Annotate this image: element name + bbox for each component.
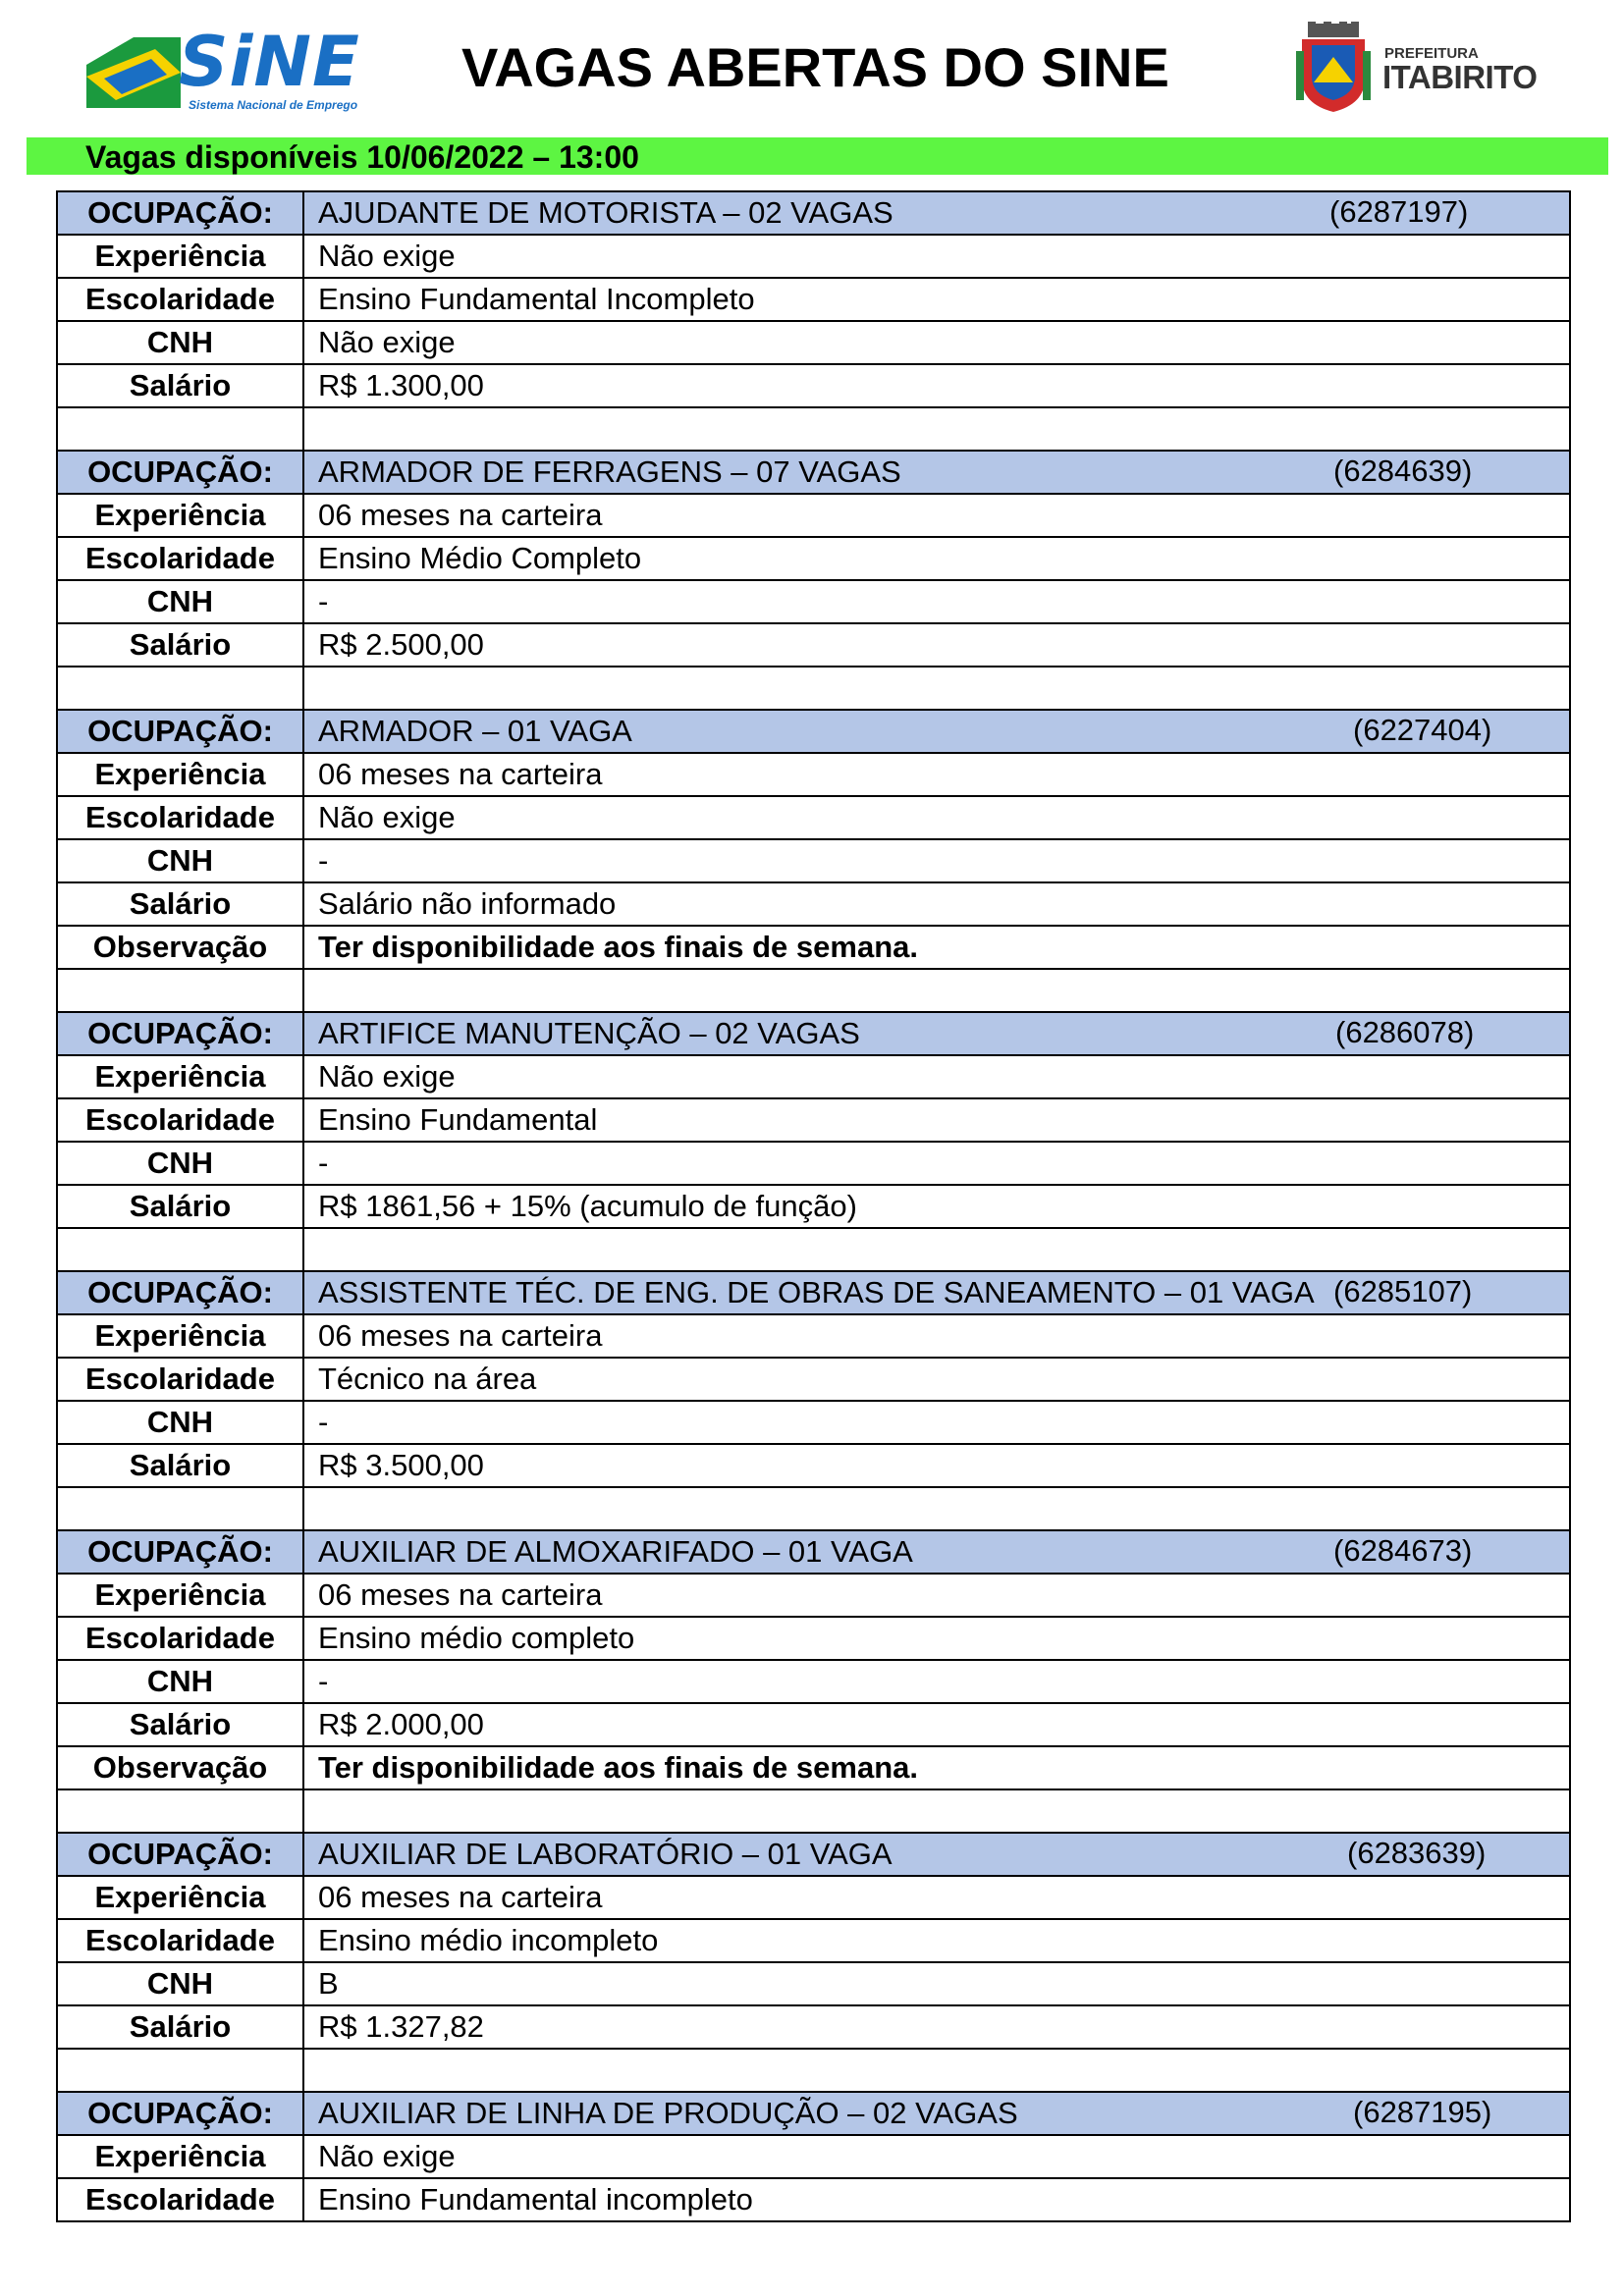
brazil-flag-icon	[86, 37, 181, 108]
detail-value: Não exige	[303, 2135, 1570, 2178]
detail-row	[57, 1919, 1570, 1962]
detail-row	[57, 1876, 1570, 1919]
detail-value: Ensino Médio Completo	[303, 537, 1570, 580]
detail-value: 06 meses na carteira	[303, 1876, 1570, 1919]
detail-value: B	[303, 1962, 1570, 2005]
availability-banner	[27, 137, 1608, 175]
sine-logo	[86, 22, 361, 114]
spacer-row	[57, 969, 1570, 1012]
detail-row	[57, 1703, 1570, 1746]
detail-label: Escolaridade	[57, 1919, 303, 1962]
detail-row	[57, 882, 1570, 926]
sine-subtitle: Sistema Nacional de Emprego	[189, 98, 358, 112]
occupation-title: ARMADOR DE FERRAGENS – 07 VAGAS	[318, 454, 901, 489]
detail-label: Salário	[57, 364, 303, 407]
occupation-label: OCUPAÇÃO:	[57, 1271, 303, 1314]
occupation-value	[303, 2092, 1570, 2135]
detail-row	[57, 1574, 1570, 1617]
detail-value: Ensino médio incompleto	[303, 1919, 1570, 1962]
occupation-value	[303, 710, 1570, 753]
detail-label: Experiência	[57, 235, 303, 278]
detail-row	[57, 1660, 1570, 1703]
detail-value: Não exige	[303, 796, 1570, 839]
detail-label: CNH	[57, 1142, 303, 1185]
detail-label: Salário	[57, 2005, 303, 2049]
occupation-value	[303, 451, 1570, 494]
availability-date: Vagas disponíveis 10/06/2022 – 13:00	[85, 139, 639, 175]
detail-value: -	[303, 839, 1570, 882]
prefeitura-label: PREFEITURA	[1384, 45, 1479, 62]
detail-label: Experiência	[57, 1574, 303, 1617]
occupation-title: AUXILIAR DE ALMOXARIFADO – 01 VAGA	[318, 1534, 913, 1569]
detail-value: 06 meses na carteira	[303, 1314, 1570, 1358]
detail-value: R$ 2.500,00	[303, 623, 1570, 667]
detail-row	[57, 537, 1570, 580]
detail-row	[57, 623, 1570, 667]
detail-value: Ter disponibilidade aos finais de semana.	[303, 926, 1570, 969]
detail-label: Experiência	[57, 1876, 303, 1919]
sine-brand: SiNE	[179, 22, 360, 102]
detail-value: 06 meses na carteira	[303, 1574, 1570, 1617]
occupation-label: OCUPAÇÃO:	[57, 1833, 303, 1876]
job-code: (6287197)	[1329, 194, 1469, 229]
occupation-row	[57, 1271, 1570, 1314]
detail-value: R$ 3.500,00	[303, 1444, 1570, 1487]
detail-row	[57, 1617, 1570, 1660]
occupation-title: ASSISTENTE TÉC. DE ENG. DE OBRAS DE SANEAMENTO – 01 VAGA	[318, 1275, 1315, 1309]
detail-row	[57, 278, 1570, 321]
detail-value: R$ 1.300,00	[303, 364, 1570, 407]
detail-value: Ensino Fundamental	[303, 1098, 1570, 1142]
detail-row	[57, 1962, 1570, 2005]
detail-row	[57, 753, 1570, 796]
detail-label: Experiência	[57, 1055, 303, 1098]
detail-value: Ensino Fundamental Incompleto	[303, 278, 1570, 321]
occupation-label: OCUPAÇÃO:	[57, 710, 303, 753]
detail-row	[57, 494, 1570, 537]
detail-label: Experiência	[57, 1314, 303, 1358]
detail-value: Técnico na área	[303, 1358, 1570, 1401]
job-code: (6283639)	[1347, 1836, 1487, 1870]
spacer-row	[57, 1228, 1570, 1271]
occupation-row	[57, 1530, 1570, 1574]
detail-label: Experiência	[57, 753, 303, 796]
detail-row	[57, 1746, 1570, 1789]
occupation-title: AUXILIAR DE LINHA DE PRODUÇÃO – 02 VAGAS	[318, 2096, 1018, 2130]
detail-label: Experiência	[57, 2135, 303, 2178]
occupation-row	[57, 2092, 1570, 2135]
detail-row	[57, 2135, 1570, 2178]
occupation-title: ARMADOR – 01 VAGA	[318, 714, 632, 748]
spacer-row	[57, 1487, 1570, 1530]
occupation-row	[57, 1833, 1570, 1876]
detail-label: Escolaridade	[57, 1617, 303, 1660]
occupation-row	[57, 1012, 1570, 1055]
occupation-title: AJUDANTE DE MOTORISTA – 02 VAGAS	[318, 195, 893, 230]
detail-value: Ensino Fundamental incompleto	[303, 2178, 1570, 2221]
detail-value: Não exige	[303, 235, 1570, 278]
detail-label: Escolaridade	[57, 1358, 303, 1401]
occupation-row	[57, 451, 1570, 494]
detail-value: Não exige	[303, 321, 1570, 364]
detail-row	[57, 2005, 1570, 2049]
occupation-label: OCUPAÇÃO:	[57, 451, 303, 494]
detail-value: Salário não informado	[303, 882, 1570, 926]
occupation-value	[303, 1012, 1570, 1055]
jobs-table	[56, 190, 1571, 2222]
page-title: VAGAS ABERTAS DO SINE	[461, 36, 1169, 98]
detail-label: Observação	[57, 1746, 303, 1789]
detail-value: R$ 1.327,82	[303, 2005, 1570, 2049]
detail-label: Salário	[57, 1185, 303, 1228]
detail-value: -	[303, 580, 1570, 623]
detail-label: CNH	[57, 1401, 303, 1444]
prefeitura-logo	[1294, 22, 1540, 115]
detail-row	[57, 321, 1570, 364]
spacer-row	[57, 407, 1570, 451]
detail-value: Não exige	[303, 1055, 1570, 1098]
occupation-label: OCUPAÇÃO:	[57, 1012, 303, 1055]
detail-row	[57, 1185, 1570, 1228]
detail-row	[57, 1098, 1570, 1142]
detail-value: -	[303, 1660, 1570, 1703]
detail-value: Ter disponibilidade aos finais de semana.	[303, 1746, 1570, 1789]
detail-label: Escolaridade	[57, 2178, 303, 2221]
detail-row	[57, 1401, 1570, 1444]
detail-row	[57, 364, 1570, 407]
spacer-row	[57, 2049, 1570, 2092]
detail-label: Salário	[57, 882, 303, 926]
city-crest-icon	[1294, 22, 1373, 115]
spacer-row	[57, 667, 1570, 710]
occupation-row	[57, 191, 1570, 235]
job-code: (6227404)	[1353, 713, 1492, 747]
detail-label: CNH	[57, 839, 303, 882]
detail-label: Escolaridade	[57, 537, 303, 580]
job-code: (6287195)	[1353, 2095, 1492, 2129]
detail-row	[57, 1444, 1570, 1487]
detail-value: Ensino médio completo	[303, 1617, 1570, 1660]
detail-label: Escolaridade	[57, 1098, 303, 1142]
job-code: (6286078)	[1335, 1015, 1475, 1049]
detail-value: -	[303, 1142, 1570, 1185]
detail-label: CNH	[57, 321, 303, 364]
spacer-row	[57, 1789, 1570, 1833]
detail-label: Observação	[57, 926, 303, 969]
detail-label: Salário	[57, 623, 303, 667]
detail-row	[57, 1055, 1570, 1098]
occupation-value	[303, 1271, 1570, 1314]
job-code: (6284673)	[1333, 1533, 1473, 1568]
detail-value: -	[303, 1401, 1570, 1444]
detail-label: Escolaridade	[57, 278, 303, 321]
detail-label: Salário	[57, 1444, 303, 1487]
detail-row	[57, 2178, 1570, 2221]
occupation-title: AUXILIAR DE LABORATÓRIO – 01 VAGA	[318, 1837, 893, 1871]
detail-value: 06 meses na carteira	[303, 494, 1570, 537]
detail-row	[57, 1358, 1570, 1401]
detail-label: CNH	[57, 580, 303, 623]
detail-row	[57, 580, 1570, 623]
occupation-row	[57, 710, 1570, 753]
occupation-value	[303, 1530, 1570, 1574]
detail-value: R$ 2.000,00	[303, 1703, 1570, 1746]
detail-row	[57, 926, 1570, 969]
detail-value: R$ 1861,56 + 15% (acumulo de função)	[303, 1185, 1570, 1228]
detail-value: 06 meses na carteira	[303, 753, 1570, 796]
occupation-label: OCUPAÇÃO:	[57, 2092, 303, 2135]
occupation-label: OCUPAÇÃO:	[57, 191, 303, 235]
detail-label: Escolaridade	[57, 796, 303, 839]
page-header	[0, 0, 1624, 133]
detail-label: Salário	[57, 1703, 303, 1746]
detail-row	[57, 796, 1570, 839]
job-code: (6285107)	[1333, 1274, 1473, 1308]
detail-row	[57, 839, 1570, 882]
detail-label: CNH	[57, 1660, 303, 1703]
occupation-title: ARTIFICE MANUTENÇÃO – 02 VAGAS	[318, 1016, 860, 1050]
detail-label: Experiência	[57, 494, 303, 537]
job-code: (6284639)	[1333, 454, 1473, 488]
occupation-value	[303, 1833, 1570, 1876]
detail-label: CNH	[57, 1962, 303, 2005]
detail-row	[57, 1314, 1570, 1358]
prefeitura-name: ITABIRITO	[1382, 59, 1538, 95]
detail-row	[57, 235, 1570, 278]
occupation-label: OCUPAÇÃO:	[57, 1530, 303, 1574]
detail-row	[57, 1142, 1570, 1185]
occupation-value	[303, 191, 1570, 235]
